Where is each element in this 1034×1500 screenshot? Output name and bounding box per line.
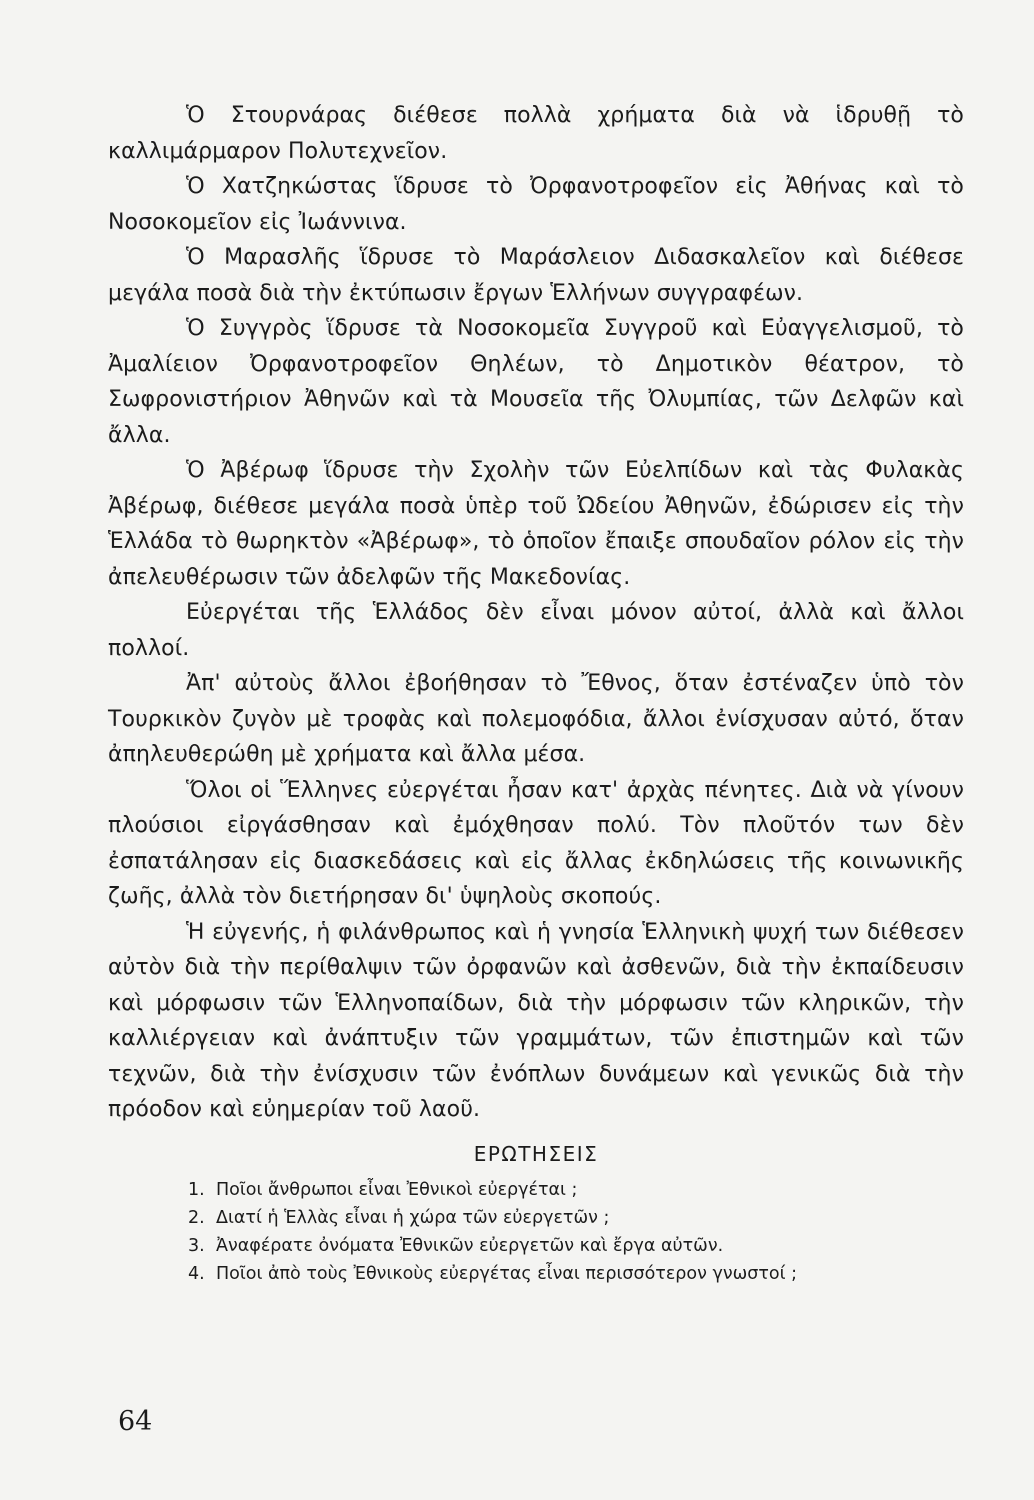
question-item [188,1232,964,1260]
question-number: 4. [188,1263,205,1284]
paragraph-poor-beginnings: Ὅλοι οἱ Ἕλληνες εὐεργέται ἦσαν κατ' ἀρχὰς πένητες. Διὰ νὰ γίνουν πλούσιοι εἰργάσθησαν καὶ ἐμόχθησαν πολύ. Τὸν πλοῦτόν των δὲν ἐσπατάλησαν εἰς διασκεδάσεις καὶ εἰς ἄλλας ἐκδηλώσεις τῆς κοινωνικῆς ζωῆς, ἀλλὰ τὸν διετήρησαν δι' ὑψηλοὺς σκοπούς. [108,777,964,909]
questions-heading: ΕΡΩΤΗΣΕΙΣ [473,1141,599,1166]
question-number: 2. [188,1207,205,1228]
question-number: 3. [188,1235,205,1256]
paragraph-helped-nation: Ἀπ' αὐτοὺς ἄλλοι ἐβοήθησαν τὸ Ἔθνος, ὅταν ἐστέναζεν ὑπὸ τὸν Τουρκικὸν ζυγὸν μὲ τροφὰς καὶ πολεμοφόδια, ἄλλοι ἐνίσχυσαν αὐτό, ὅταν ἀπηλευθερώθη μὲ χρήματα καὶ ἄλλα μέσα. [108,671,964,767]
question-number: 1. [188,1179,205,1200]
page-number: 64 [118,1406,153,1437]
paragraph-other-benefactors: Εὐεργέται τῆς Ἑλλάδος δὲν εἶναι μόνον αὐτοί, ἀλλὰ καὶ ἄλλοι πολλοί. [108,600,964,661]
question-item [188,1176,964,1204]
question-text: Ἀναφέρατε ὀνόματα Ἐθνικῶν εὐεργετῶν καὶ ἔργα αὐτῶν. [216,1235,724,1256]
paragraph-stournaras: Ὁ Στουρνάρας διέθεσε πολλὰ χρήματα διὰ νὰ ἱδρυθῇ τὸ καλλιμάρμαρον Πολυτεχνεῖον. [108,103,964,164]
page-content [108,98,964,1288]
question-text: Ποῖοι ἀπὸ τοὺς Ἐθνικοὺς εὐεργέτας εἶναι περισσότερον γνωστοί ; [216,1263,797,1284]
question-text: Ποῖοι ἄνθρωποι εἶναι Ἐθνικοὶ εὐεργέται ; [216,1179,578,1200]
paragraph-chatzikostas: Ὁ Χατζηκώστας ἵδρυσε τὸ Ὀρφανοτροφεῖον εἰς Ἀθήνας καὶ τὸ Νοσοκομεῖον εἰς Ἰωάννινα. [108,174,964,235]
paragraph-greek-soul: Ἡ εὐγενής, ἡ φιλάνθρωπος καὶ ἡ γνησία Ἑλληνικὴ ψυχή των διέθεσεν αὐτὸν διὰ τὴν περίθαλψιν τῶν ὀρφανῶν καὶ ἀσθενῶν, διὰ τὴν ἐκπαίδευσιν καὶ μόρφωσιν τῶν Ἑλληνοπαίδων, διὰ τὴν μόρφωσιν τῶν κληρικῶν, τὴν καλλιέργειαν καὶ ἀνάπτυξιν τῶν γραμμάτων, τῶν ἐπιστημῶν καὶ τῶν τεχνῶν, διὰ τὴν ἐνίσχυσιν τῶν ἐνόπλων δυνάμεων καὶ γενικῶς διὰ τὴν πρόοδον καὶ εὐημερίαν τοῦ λαοῦ. [108,919,964,1122]
paragraph-averof: Ὁ Ἀβέρωφ ἵδρυσε τὴν Σχολὴν τῶν Εὐελπίδων καὶ τὰς Φυλακὰς Ἀβέρωφ, διέθεσε μεγάλα ποσὰ ὑπὲρ τοῦ Ὠδείου Ἀθηνῶν, ἐδώρισεν εἰς τὴν Ἑλλάδα τὸ θωρηκτὸν «Ἀβέρωφ», τὸ ὁποῖον ἔπαιξε σπουδαῖον ρόλον εἰς τὴν ἀπελευθέρωσιν τῶν ἀδελφῶν τῆς Μακεδονίας. [108,458,964,590]
question-item [188,1260,964,1288]
question-item [188,1204,964,1232]
paragraph-syngros: Ὁ Συγγρὸς ἵδρυσε τὰ Νοσοκομεῖα Συγγροῦ καὶ Εὐαγγελισμοῦ, τὸ Ἀμαλίειον Ὀρφανοτροφεῖον Θηλέων, τὸ Δημοτικὸν θέατρον, τὸ Σωφρονιστήριον Ἀθηνῶν καὶ τὰ Μουσεῖα τῆς Ὀλυμπίας, τῶν Δελφῶν καὶ ἄλλα. [108,316,964,448]
questions-list [108,1176,964,1288]
question-text: Διατί ἡ Ἑλλὰς εἶναι ἡ χώρα τῶν εὐεργετῶν ; [216,1207,610,1228]
paragraph-maraslis: Ὁ Μαρασλῆς ἵδρυσε τὸ Μαράσλειον Διδασκαλεῖον καὶ διέθεσε μεγάλα ποσὰ διὰ τὴν ἐκτύπωσιν ἔργων Ἑλλήνων συγγραφέων. [108,245,964,306]
